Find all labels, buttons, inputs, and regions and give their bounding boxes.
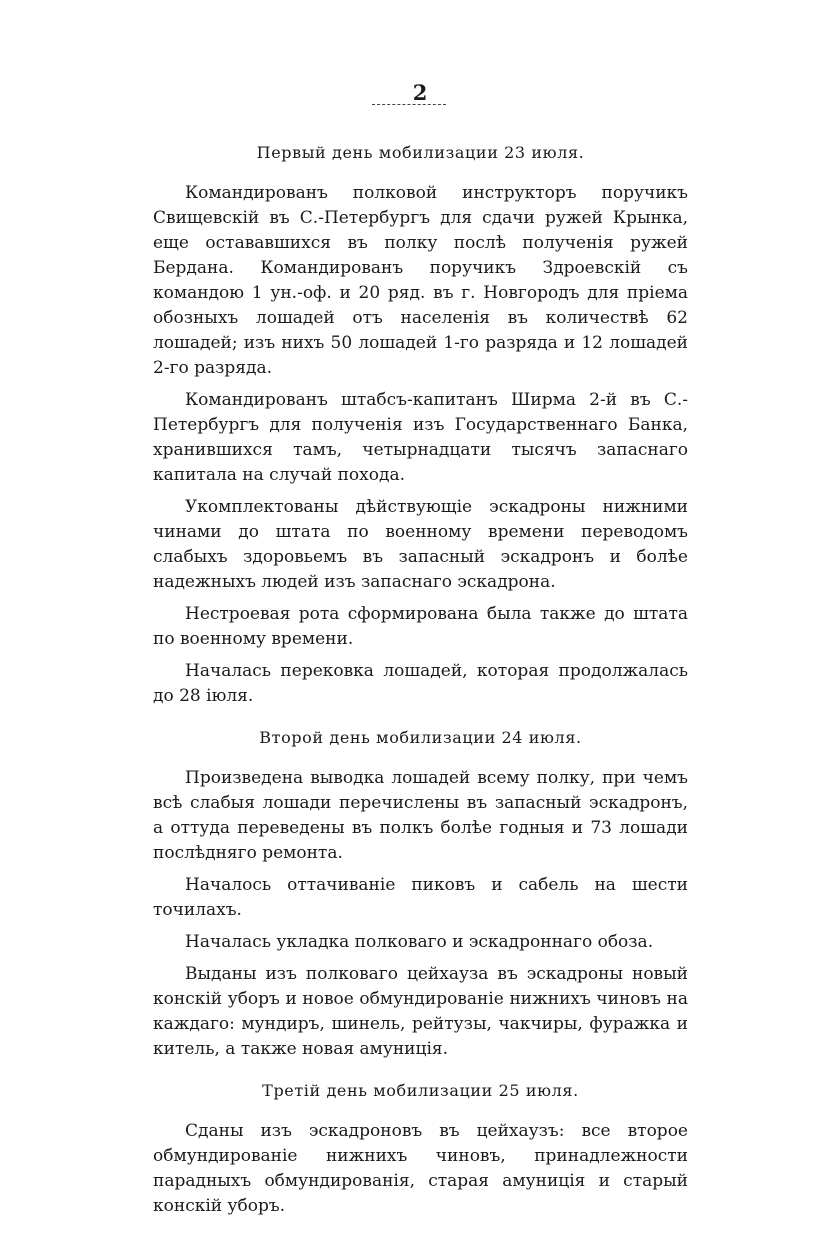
- section-day-1: [153, 138, 688, 709]
- page-number-rule: [372, 104, 446, 105]
- section-heading: Первый день мобилизации 23 июля.: [256, 143, 585, 162]
- paragraph: Произведена выводка лошадей всему полку, при чемъ всѣ слабыя лошади перечислены въ запасный эскадронъ, а оттуда переведены въ полкъ болѣе годныя и 73 лошади послѣдняго ремонта.: [153, 768, 688, 863]
- paragraph: Укомплектованы дѣйствующіе эскадроны нижними чинами до штата по военному времени переводомъ слабыхъ здоровьемъ въ запасный эскадронъ и болѣе надежныхъ людей изъ запаснаго эскадрона.: [153, 497, 688, 592]
- section-day-2: [153, 723, 688, 1062]
- paragraph: Сданы изъ эскадроновъ въ цейхаузъ: все второе обмундированіе нижнихъ чиновъ, принадлежности парадныхъ обмундированія, старая амуниція и старый конскій уборъ.: [153, 1121, 688, 1216]
- paragraph: Нестроевая рота сформирована была также до штата по военному времени.: [153, 604, 688, 649]
- paragraph: Командированъ штабсъ-капитанъ Ширма 2-й въ С.-Петербургъ для полученія изъ Государственнаго Банка, хранившихся тамъ, четырнадцати тысячъ запаснаго капитала на случай похода.: [153, 390, 688, 485]
- page-content: [153, 138, 688, 1233]
- paragraph: Началась укладка полковаго и эскадроннаго обоза.: [185, 932, 654, 952]
- section-heading: Второй день мобилизации 24 июля.: [259, 728, 582, 747]
- section-day-3: [153, 1076, 688, 1219]
- section-heading: Третій день мобилизации 25 июля.: [262, 1081, 579, 1100]
- paragraph: Командированъ полковой инструкторъ поручикъ Свищевскій въ С.-Петербургъ для сдачи ружей Крынка, еще остававшихся въ полку послѣ полученія ружей Бердана. Командированъ поручикъ Здроевскій съ командою 1 ун.-оф. и 20 ряд. въ г. Новгородъ для пріема обозныхъ лошадей отъ населенія въ количествѣ 62 лошадей; изъ нихъ 50 лошадей 1-го разряда и 12 лошадей 2-го разряда.: [153, 183, 688, 378]
- page-number: 2: [412, 80, 428, 105]
- paragraph: Началась перековка лошадей, которая продолжалась до 28 іюля.: [153, 661, 688, 706]
- paragraph: Выданы изъ полковаго цейхауза въ эскадроны новый конскій уборъ и новое обмундированіе нижнихъ чиновъ на каждаго: мундиръ, шинель, рейтузы, чакчиры, фуражка и китель, а также новая амуниція.: [153, 964, 688, 1059]
- paragraph: Началось оттачиваніе пиковъ и сабель на шести точилахъ.: [153, 875, 688, 920]
